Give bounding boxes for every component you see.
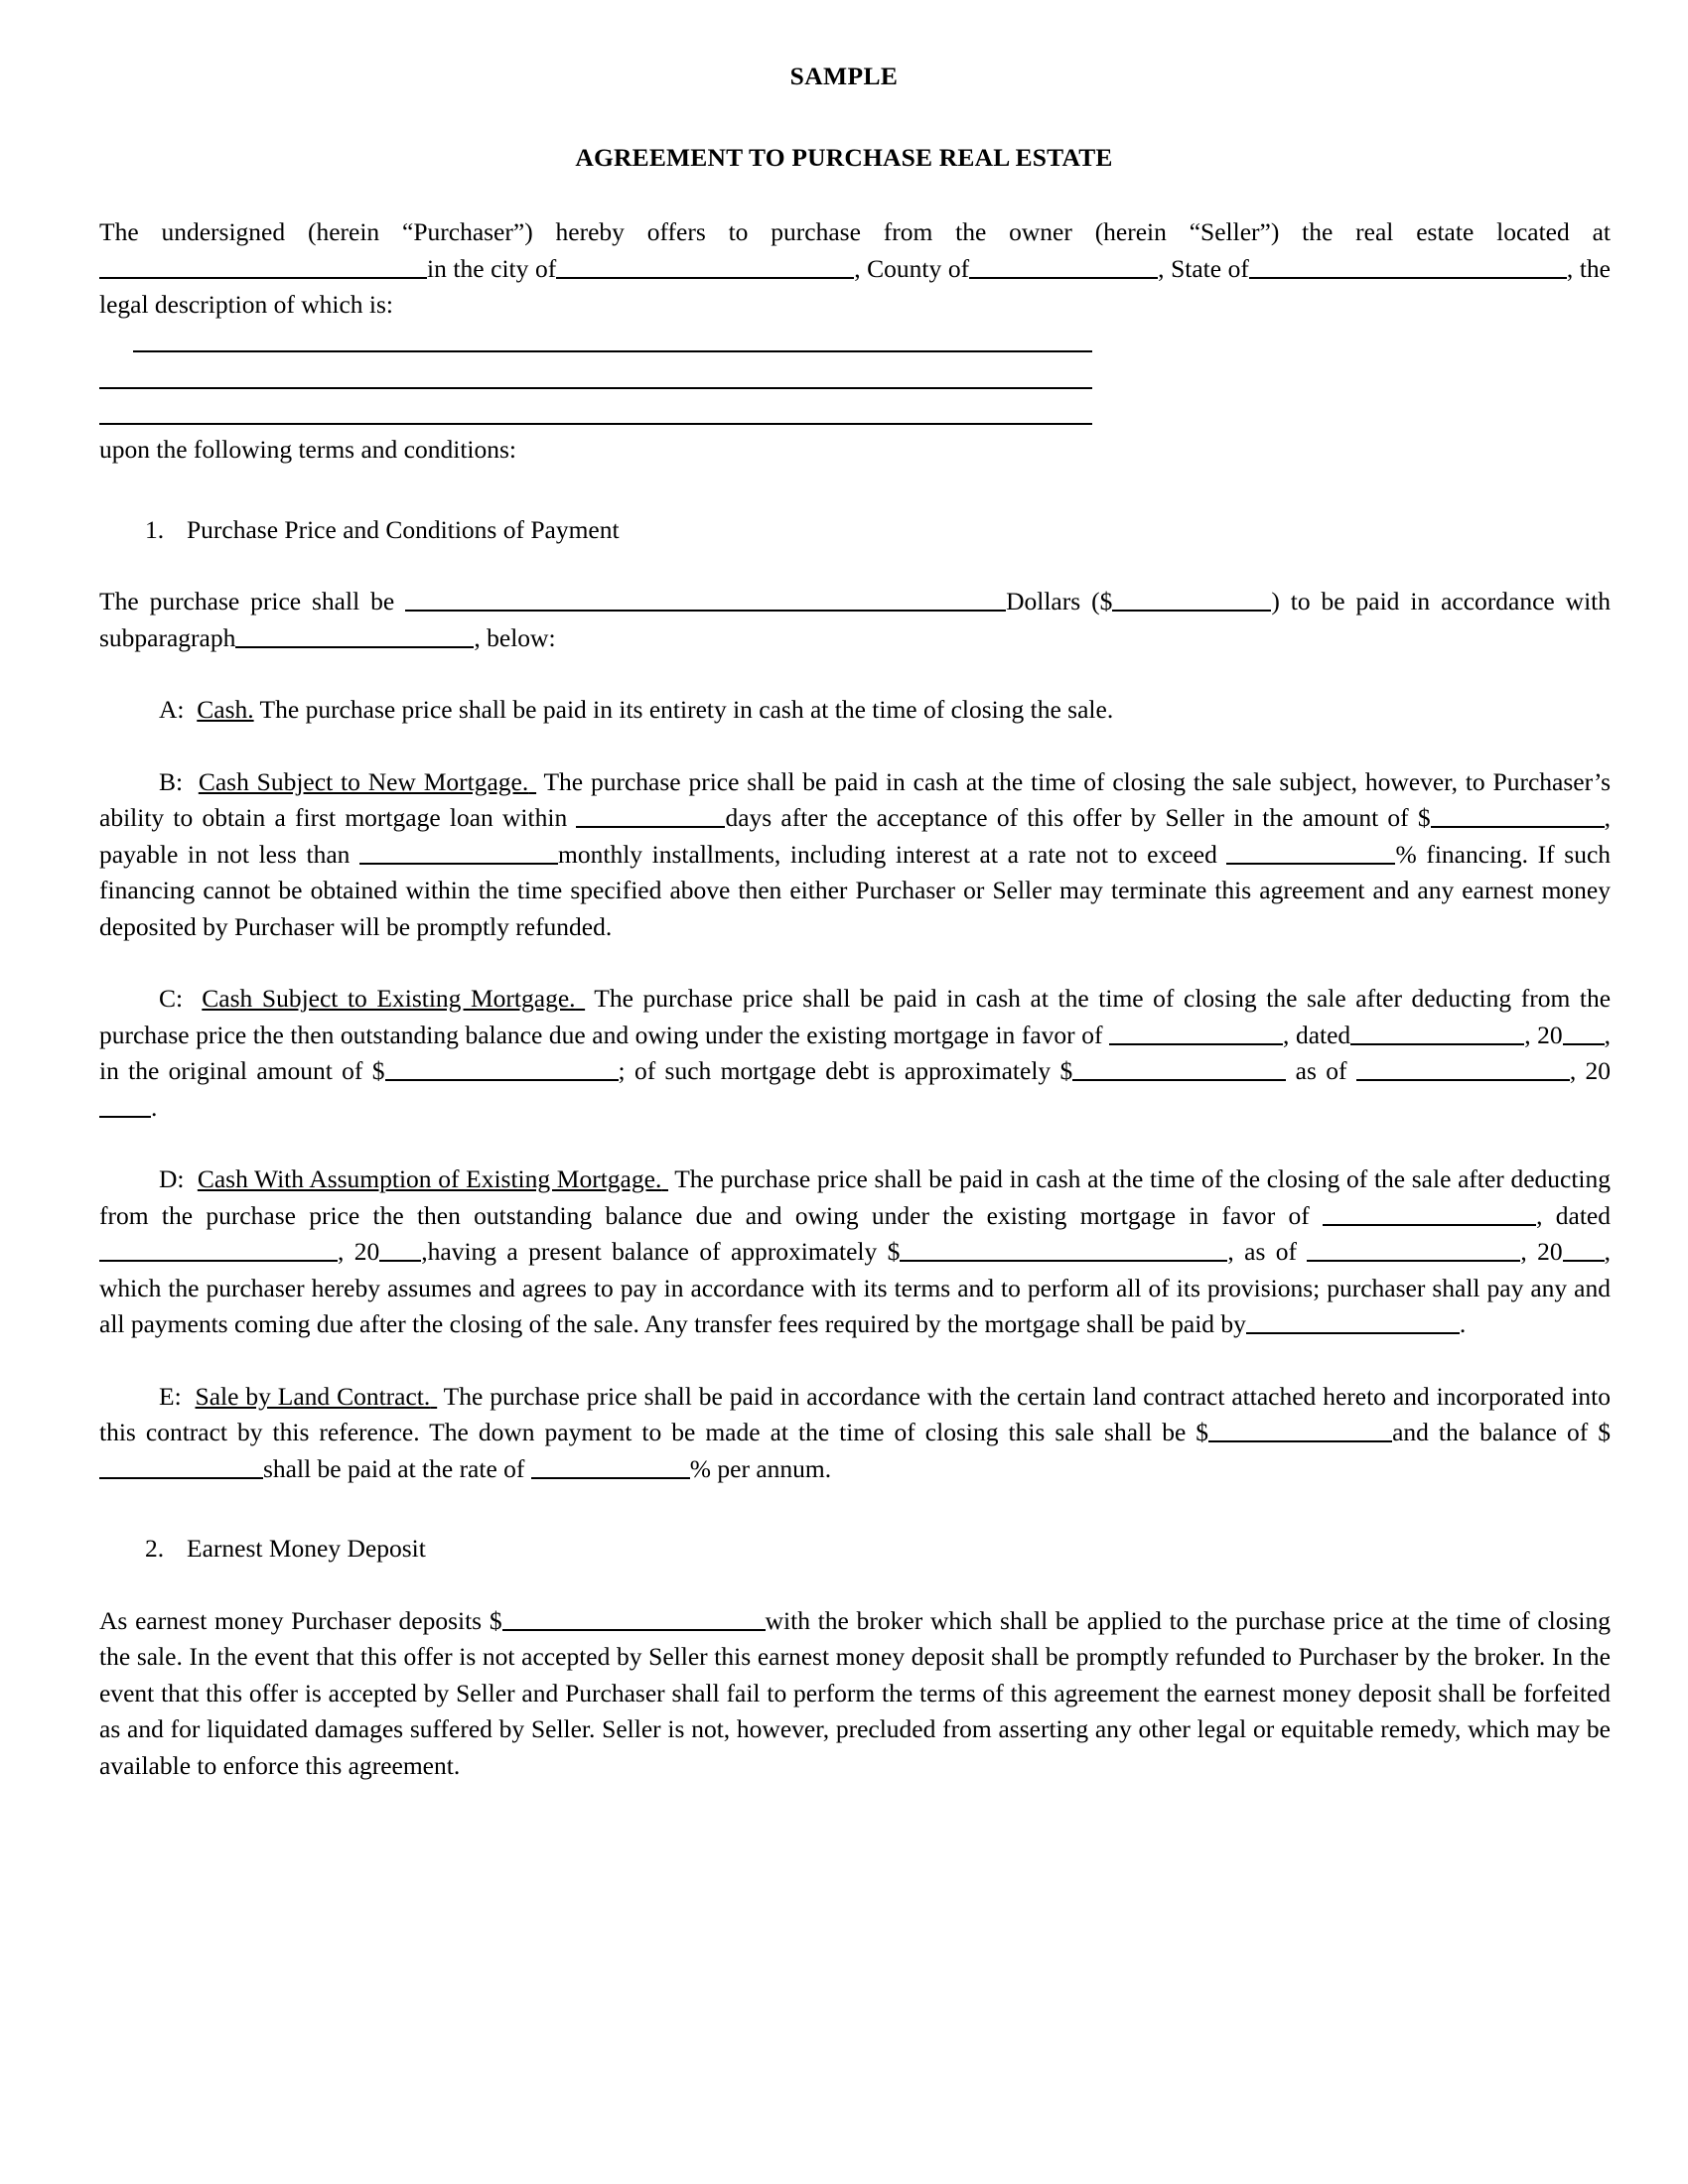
option-d-text-4: ,having a present balance of approximately $ (421, 1237, 901, 1266)
blank-purchase-price-words[interactable] (405, 587, 1006, 612)
earnest-money-paragraph (99, 1603, 1611, 1785)
section-2-text-2: with the broker which shall be applied to the purchase price at the time of closing the sale. In the event that this offer is not accepted by Seller this earnest money deposit shall be promptly refunded to Purchaser by the broker. In the event that this offer is accepted by Seller and Purchaser shall fail to perform the terms of this agreement the earnest money deposit shall be forfeited as and for liquidated damages suffered by Seller. Seller is not, however, precluded from asserting any other legal or equitable remedy, which may be available to enforce this agreement. (99, 1605, 1611, 1780)
option-d-text-1: The purchase price shall be paid in cash at the time of the closing of the sale after deducting from the purchase price the then outstanding balance due and owing under the existing mortgage in favor of (99, 1164, 1612, 1230)
blank-d-year[interactable] (379, 1237, 421, 1262)
option-e-heading: Sale by Land Contract. (195, 1381, 431, 1411)
blank-purchase-price-amount[interactable] (1112, 587, 1271, 612)
option-b-text-3: , payable in not less than (99, 803, 1612, 869)
price-text-4: , below: (474, 622, 556, 652)
blank-d-mortgage-holder[interactable] (1323, 1200, 1536, 1225)
payment-option-c (99, 981, 1611, 1126)
blank-e-balance[interactable] (99, 1453, 263, 1478)
option-d-text-2: , dated (1536, 1200, 1612, 1230)
intro-text-2: in the city of (427, 253, 557, 283)
option-b-text-2: days after the acceptance of this offer by Seller in the amount of $ (725, 803, 1431, 832)
option-c-heading: Cash Subject to Existing Mortgage. (202, 984, 576, 1013)
blank-monthly-installments[interactable] (359, 839, 558, 864)
blank-county[interactable] (969, 253, 1158, 278)
blank-c-debt-amount[interactable] (1072, 1056, 1286, 1081)
section-1-number: 1. (145, 514, 165, 544)
option-c-text-4: , in the original amount of $ (99, 1020, 1611, 1085)
section-2-number: 2. (145, 1534, 165, 1563)
blank-d-asof-date[interactable] (1307, 1237, 1520, 1262)
legal-description-line-2[interactable] (99, 359, 1611, 396)
option-d-heading: Cash With Assumption of Existing Mortgage. (197, 1164, 662, 1193)
section-2-heading (99, 1531, 1611, 1568)
blank-mortgage-amount[interactable] (1431, 803, 1605, 828)
legal-description-line-3[interactable] (99, 396, 1611, 433)
intro-paragraph (99, 214, 1611, 324)
blank-c-year[interactable] (1563, 1020, 1605, 1044)
price-text-1: The purchase price shall be (99, 587, 395, 615)
option-b-text-1: The purchase price shall be paid in cash at the time of closing the sale subject, however, to Purchaser’s ability to obtain a first mortgage loan within (99, 766, 1612, 832)
option-a-text: The purchase price shall be paid in its entirety in cash at the time of closing the sale. (259, 695, 1114, 724)
payment-option-e (99, 1379, 1611, 1488)
option-a-label: A: (159, 695, 185, 724)
blank-e-rate[interactable] (531, 1453, 690, 1478)
blank-c-date[interactable] (1350, 1020, 1524, 1044)
blank-e-down-payment[interactable] (1208, 1418, 1392, 1442)
blank-d-date[interactable] (99, 1237, 338, 1262)
purchase-price-paragraph (99, 584, 1611, 656)
legal-description-line-1[interactable] (99, 324, 1611, 360)
blank-d-asof-year[interactable] (1563, 1237, 1605, 1262)
intro-text-1: The undersigned (herein “Purchaser”) hereby offers to purchase from the owner (herein “Seller”) the real estate located at (99, 217, 1611, 246)
payment-option-b (99, 764, 1611, 946)
blank-property-address[interactable] (99, 253, 427, 278)
price-text-3: ) to be paid in accordance with subparagraph (99, 587, 1611, 652)
option-c-text-5: ; of such mortgage debt is approximately $ (618, 1056, 1073, 1085)
option-c-text-8: . (151, 1092, 158, 1122)
option-d-text-8: . (1459, 1309, 1467, 1338)
blank-d-transfer-fee-payer[interactable] (1246, 1309, 1460, 1334)
option-e-text-2: and the balance of $ (1392, 1418, 1611, 1446)
section-2-text-1: As earnest money Purchaser deposits $ (99, 1605, 502, 1635)
option-d-text-7: , which the purchaser hereby assumes and agrees to pay in accordance with its terms and to perform all of its provisions; purchaser shall pay any and all payments coming due after the closing of the sale. Any transfer fees required by the mortgage shall be paid by (99, 1237, 1612, 1338)
blank-c-original-amount[interactable] (385, 1056, 619, 1081)
option-b-label: B: (159, 766, 184, 796)
blank-subparagraph[interactable] (235, 622, 474, 647)
blank-mortgage-days[interactable] (576, 803, 725, 828)
blank-state[interactable] (1249, 253, 1567, 278)
option-c-text-2: , dated (1283, 1020, 1351, 1049)
intro-text-4: , State of (1158, 253, 1249, 283)
section-1-heading (99, 512, 1611, 549)
document-body (60, 214, 1628, 1784)
option-c-label: C: (159, 984, 184, 1013)
option-d-label: D: (159, 1164, 185, 1193)
blank-interest-rate[interactable] (1226, 839, 1395, 864)
blank-city[interactable] (556, 253, 854, 278)
blank-c-asof-date[interactable] (1356, 1056, 1570, 1081)
blank-c-mortgage-holder[interactable] (1109, 1020, 1283, 1044)
blank-c-asof-year[interactable] (99, 1092, 151, 1117)
option-d-text-3: , 20 (338, 1237, 380, 1266)
option-b-heading: Cash Subject to New Mortgage. (198, 766, 529, 796)
payment-option-a (99, 692, 1611, 729)
option-e-text-1: The purchase price shall be paid in accordance with the certain land contract attached hereto and incorporated into this contract by this reference. The down payment to be made at the time of closing this sale shall be $ (99, 1381, 1612, 1446)
document-title: AGREEMENT TO PURCHASE REAL ESTATE (575, 143, 1113, 172)
option-c-text-7: , 20 (1569, 1056, 1612, 1085)
section-1-title: Purchase Price and Conditions of Payment (187, 514, 620, 544)
option-d-text-6: , 20 (1520, 1237, 1563, 1266)
option-c-text-3: , 20 (1524, 1020, 1563, 1049)
price-text-2: Dollars ($ (1006, 587, 1113, 615)
option-c-text-6: as of (1295, 1056, 1347, 1085)
option-a-heading: Cash. (197, 695, 254, 724)
option-d-text-5: , as of (1227, 1237, 1298, 1266)
option-e-text-3: shall be paid at the rate of (263, 1453, 525, 1483)
option-e-text-4: % per annum. (689, 1453, 832, 1483)
option-c-text-1: The purchase price shall be paid in cash at the time of closing the sale after deducting from the purchase price the then outstanding balance due and owing under the existing mortgage in favor of (99, 984, 1612, 1049)
payment-option-d (99, 1161, 1611, 1343)
option-b-text-4: monthly installments, including interest at a rate not to exceed (558, 839, 1217, 869)
section-2-title: Earnest Money Deposit (187, 1534, 426, 1563)
option-e-label: E: (159, 1381, 182, 1411)
option-b-text-5: % financing. If such financing cannot be obtained within the time specified above then either Purchaser or Seller may terminate this agreement and any earnest money deposited by Purchaser will be promptly refunded. (99, 839, 1612, 941)
sample-watermark-heading: SAMPLE (789, 62, 899, 90)
terms-lead-in: upon the following terms and conditions: (99, 435, 516, 464)
intro-text-5: , the legal description of which is: (99, 253, 1612, 319)
intro-text-3: , County of (854, 253, 970, 283)
blank-d-balance-amount[interactable] (900, 1237, 1227, 1262)
blank-earnest-money-amount[interactable] (502, 1605, 766, 1630)
